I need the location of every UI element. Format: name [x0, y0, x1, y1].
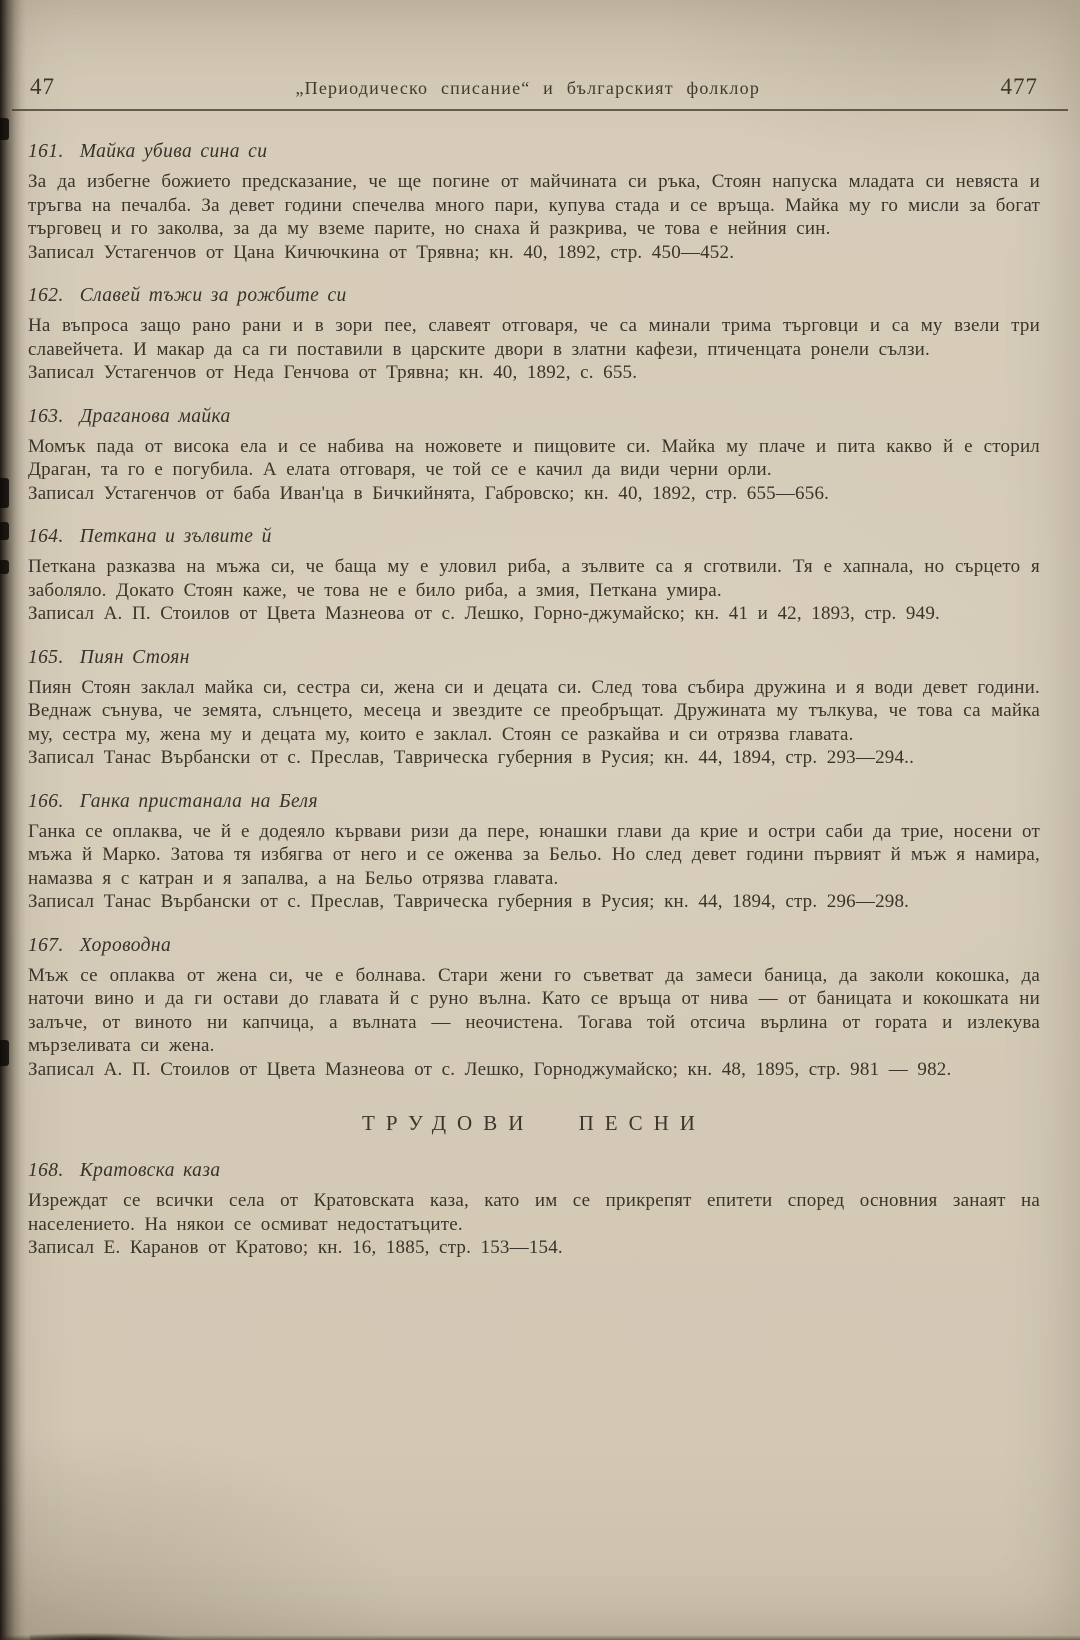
entry-body: Пиян Стоян заклал майка си, сестра си, жена си и децата си. След това събира дружина и я води девет години. Веднаж сънува, че земята, слънцето, месеца и звездите се преобръщат. Дружината му тълкува, че това са майка му, сестра му, жена му и децата му, които е заклал. Стоян се разкайва и си отрязва главата. [28, 676, 1040, 745]
entry-source: Записал А. П. Стоилов от Цвета Мазнеова от с. Лешко, Горноджумайско; кн. 48, 1895, стр. 981 — 982. [28, 1058, 952, 1080]
entry-body: Изреждат се всички села от Кратовската каза, като им се прикрепят епитети според основния занаят на населението. На някои се осмиват недостатъците. [28, 1190, 1040, 1235]
entry [28, 285, 1040, 385]
entry-title [28, 935, 1040, 957]
entry-body: Момък пада от висока ела и се набива на ножовете и пищовите си. Майка му плаче и пита какво й е сторил Драган, та го е погубила. А елата отговаря, че той се е качил да види черни орли. [28, 435, 1040, 480]
entry-number: 162. [28, 285, 64, 306]
entry [28, 406, 1040, 506]
entry-body: Ганка се оплаква, че й е додеяло кървави ризи да пере, юнашки глави да крие и остри саби да трие, носени от мъжа й Марко. Затова тя избягва от него и се оженва за Бельо. Но след девет години първият й мъж я намира, намазва я с катран и я запалва, а на Бельо отрязва главата. [28, 820, 1040, 889]
entry-source: Записал Устагенчов от баба Иван'ца в Бичкийнята, Габровско; кн. 40, 1892, стр. 655—656. [28, 482, 830, 504]
content [0, 111, 1080, 1260]
entry-title [28, 1160, 1040, 1182]
entry-number: 168. [28, 1160, 64, 1181]
entry-body: За да избегне божието предсказание, че ще погине от майчината си ръка, Стоян напуска младата си невяста и тръгва на печалба. За девет години спечелва много пари, купува стада и се връща. Майка му го мисли за богат търговец и го заколва, за да му вземе парите, но снаха й разкрива, че това е нейния син. [28, 171, 1040, 239]
scan-artifact [30, 1633, 180, 1640]
entry [28, 526, 1040, 626]
page-number-left: 47 [30, 74, 55, 99]
entry-title-text: Хороводна [79, 934, 172, 956]
entry-body: На въпроса защо рано рани и в зори пее, славеят отговаря, че са минали трима търговци и са му взели три славейчета. И макар да са ги поставили в царските двори в златни кафези, птиченцата ронели сълзи. [28, 315, 1040, 360]
entry [28, 1160, 1040, 1260]
entry-source: Записал Танас Върбански от с. Преслав, Таврическа губерния в Русия; кн. 44, 1894, стр. 296—298. [28, 891, 910, 912]
entry-title [28, 406, 1040, 428]
page-number-right: 477 [1000, 74, 1038, 99]
entry [28, 141, 1040, 264]
entry-title-text: Ганка пристанала на Беля [79, 790, 318, 812]
entry-number: 166. [28, 790, 64, 812]
entry-title-text: Пиян Стоян [79, 646, 190, 668]
entry-title [28, 647, 1040, 669]
entry-number: 165. [28, 646, 64, 668]
entry-number: 167. [28, 934, 64, 956]
entry-body: Петкана разказва на мъжа си, че баща му е уловил риба, а зълвите са я сготвили. Тя е хапнала, но сърцето я заболяло. Докато Стоян каже, че това не е било риба, а змия, Петкана умира. [28, 556, 1040, 601]
entry-title-text: Майка убива сина си [79, 141, 268, 162]
entry-number: 163. [28, 405, 64, 427]
page-header [0, 0, 1080, 100]
entry-number: 161. [28, 141, 64, 162]
entry-source: Записал Устагенчов от Неда Генчова от Трявна; кн. 40, 1892, с. 655. [28, 362, 638, 383]
entry-title [28, 141, 1040, 163]
entry-title [28, 791, 1040, 813]
entry-number: 164. [28, 526, 64, 547]
entry-title [28, 526, 1040, 548]
entry-title-text: Драганова майка [79, 405, 231, 427]
entry-title-text: Кратовска каза [79, 1160, 221, 1181]
entry [28, 935, 1040, 1082]
entry [28, 647, 1040, 770]
entry-source: Записал Устагенчов от Цана Кичючкина от Трявна; кн. 40, 1892, стр. 450—452. [28, 241, 735, 263]
entry-title-text: Славей тъжи за рожбите си [79, 285, 347, 306]
entry-source: Записал А. П. Стоилов от Цвета Мазнеова от с. Лешко, Горно-джумайско; кн. 41 и 42, 1893, стр. 949. [28, 603, 940, 624]
section-heading: ТРУДОВИ ПЕСНИ [362, 1111, 706, 1135]
scan-artifact [0, 1635, 1080, 1640]
running-title: „Периодическо списание“ и българският фолклор [295, 78, 761, 98]
entry-source: Записал Е. Каранов от Кратово; кн. 16, 1885, стр. 153—154. [28, 1237, 563, 1258]
entry-title-text: Петкана и зълвите й [79, 526, 272, 547]
entry-body: Мъж се оплаква от жена си, че е болнава. Стари жени го съветват да замеси баница, да заколи кокошка, да наточи вино и да ги остави до главата й с руно вълна. Като се връща от нива — от баницата и кокошката ни залъче, от виното ни капчица, а вълната — неочистена. Тогава той отсича върлина от гората и излекува мързеливата си жена. [28, 964, 1040, 1056]
entry [28, 791, 1040, 914]
entry-title [28, 285, 1040, 307]
entry-source: Записал Танас Върбански от с. Преслав, Таврическа губерния в Русия; кн. 44, 1894, стр. 293—294.. [28, 747, 915, 768]
